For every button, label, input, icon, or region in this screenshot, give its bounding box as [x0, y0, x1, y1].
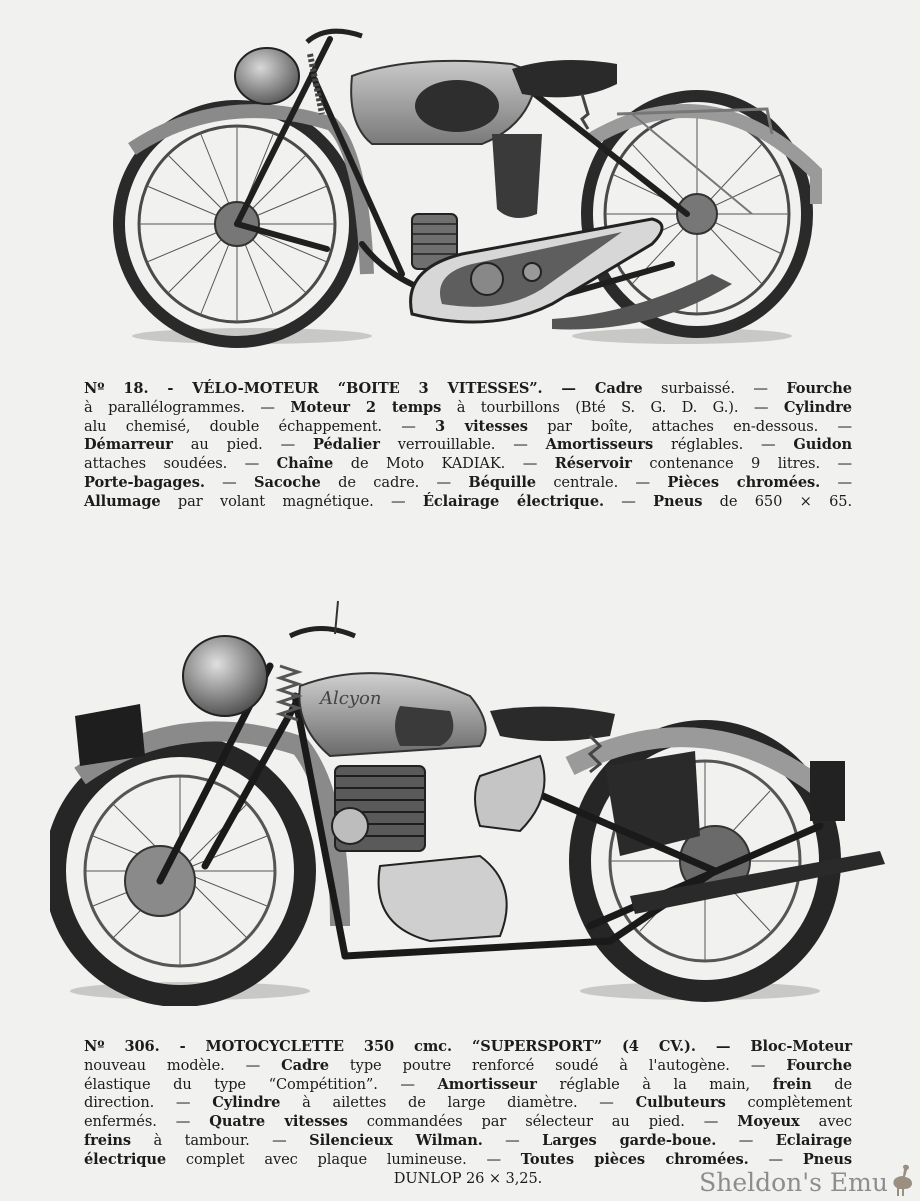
- feature-text: centrale. —: [535, 473, 668, 491]
- feature-text: nouveau modèle. —: [84, 1056, 282, 1074]
- description-line: [84, 418, 852, 437]
- description-line: [84, 1113, 852, 1132]
- feature-text: surbaissé. —: [642, 380, 787, 397]
- feature-text: de Moto KADIAK. —: [333, 455, 555, 473]
- feature-keyword: Chaîne: [276, 455, 334, 473]
- feature-text: —: [820, 473, 853, 491]
- feature-keyword: Pièces chromées.: [667, 473, 821, 491]
- feature-keyword: Nº 18. - VÉLO-MOTEUR “BOITE 3 VITESSES”. — Cadre: [84, 380, 643, 397]
- description-line: [84, 1094, 852, 1113]
- feature-text: —: [748, 1150, 803, 1168]
- feature-keyword: Guidon: [793, 436, 852, 454]
- description-line: [84, 1038, 852, 1057]
- emu-icon: [890, 1163, 914, 1197]
- feature-keyword: Cylindre: [212, 1094, 281, 1112]
- description-line: [84, 380, 852, 399]
- feature-text: type poutre renforcé soudé à l'autogène. —: [328, 1056, 787, 1074]
- feature-keyword: Culbuteurs: [635, 1094, 726, 1112]
- description-line: [84, 436, 852, 455]
- velo-moteur-illustration: [112, 14, 822, 350]
- feature-text: à tourbillons (Bté S. G. D. G.). —: [441, 398, 784, 416]
- feature-text: attaches soudées. —: [84, 455, 277, 473]
- feature-keyword: Nº 306. - MOTOCYCLETTE 350 cmc. “SUPERSPORT” (4 CV.). — Bloc-Moteur: [84, 1038, 852, 1055]
- front-wheel: [55, 746, 305, 996]
- description-line: [84, 1076, 852, 1095]
- feature-keyword: Eclairage: [775, 1131, 853, 1149]
- feature-text: à parallélogrammes. —: [84, 398, 291, 416]
- description-line: [84, 399, 852, 418]
- feature-text: contenance 9 litres. —: [631, 455, 852, 473]
- tank-brand-script: Alcyon: [320, 688, 382, 709]
- feature-text: —: [482, 1131, 543, 1149]
- feature-keyword: Fourche: [786, 380, 852, 397]
- feature-keyword: Moteur 2 temps: [290, 398, 442, 416]
- feature-keyword: Cylindre: [783, 398, 852, 416]
- watermark-text: Sheldon's Emu: [699, 1168, 888, 1197]
- feature-text: direction. —: [84, 1094, 213, 1112]
- feature-text: par volant magnétique. —: [160, 492, 423, 510]
- feature-keyword: Béquille: [468, 473, 536, 491]
- feature-text: de: [811, 1075, 852, 1093]
- feature-keyword: Pédalier: [313, 436, 380, 454]
- feature-text: commandées par sélecteur au pied. —: [347, 1113, 738, 1131]
- velo-moteur-description: [84, 380, 852, 512]
- feature-keyword: Quatre vitesses: [209, 1113, 348, 1131]
- feature-text: alu chemisé, double échappement. —: [84, 417, 435, 435]
- feature-text: —: [204, 473, 255, 491]
- feature-text: à ailettes de large diamètre. —: [280, 1094, 636, 1112]
- feature-keyword: Amortisseur: [437, 1075, 537, 1093]
- feature-keyword: Pneus: [653, 492, 703, 510]
- feature-text: verrouillable. —: [379, 436, 546, 454]
- feature-text: complet avec plaque lumineuse. —: [166, 1150, 521, 1168]
- feature-text: complètement: [725, 1094, 852, 1112]
- description-line: [84, 1057, 852, 1076]
- feature-keyword: freins: [84, 1131, 132, 1149]
- feature-keyword: Silencieux Wilman.: [309, 1131, 483, 1149]
- feature-keyword: Cadre: [281, 1056, 329, 1074]
- feature-text: au pied. —: [172, 436, 314, 454]
- feature-text: élastique du type “Compétition”. —: [84, 1075, 438, 1093]
- feature-keyword: Larges garde-boue.: [542, 1131, 717, 1149]
- feature-keyword: Éclairage électrique.: [422, 492, 604, 510]
- feature-keyword: Moyeux: [737, 1113, 800, 1131]
- feature-keyword: Sacoche: [254, 473, 321, 491]
- feature-text: réglables. —: [653, 436, 794, 454]
- feature-keyword: Démarreur: [84, 436, 173, 454]
- description-line: [84, 474, 852, 493]
- feature-keyword: Allumage: [84, 492, 161, 510]
- watermark: [699, 1163, 914, 1197]
- feature-text: à tambour. —: [131, 1131, 310, 1149]
- feature-text: de 650 × 65.: [702, 492, 852, 510]
- feature-text: par boîte, attaches en-dessous. —: [527, 417, 852, 435]
- feature-keyword: Réservoir: [554, 455, 632, 473]
- feature-keyword: Fourche: [786, 1056, 852, 1074]
- description-line: [84, 1132, 852, 1151]
- feature-text: enfermés. —: [84, 1113, 210, 1131]
- feature-keyword: frein: [772, 1075, 812, 1093]
- feature-text: réglable à la main,: [536, 1075, 773, 1093]
- feature-keyword: électrique: [84, 1150, 167, 1168]
- feature-text: —: [603, 492, 654, 510]
- feature-text: avec: [799, 1113, 852, 1131]
- feature-text: —: [716, 1131, 776, 1149]
- feature-keyword: 3 vitesses: [434, 417, 528, 435]
- feature-text: DUNLOP 26 × 3,25.: [393, 1169, 543, 1187]
- feature-text: de cadre. —: [320, 473, 469, 491]
- feature-keyword: Toutes pièces chromées.: [520, 1150, 749, 1168]
- feature-keyword: Amortisseurs: [545, 436, 654, 454]
- feature-keyword: Pneus: [802, 1150, 853, 1168]
- description-line: [84, 493, 852, 512]
- feature-keyword: Porte-bagages.: [84, 473, 205, 491]
- description-line: [84, 455, 852, 474]
- motocyclette-350-illustration: [50, 596, 890, 1006]
